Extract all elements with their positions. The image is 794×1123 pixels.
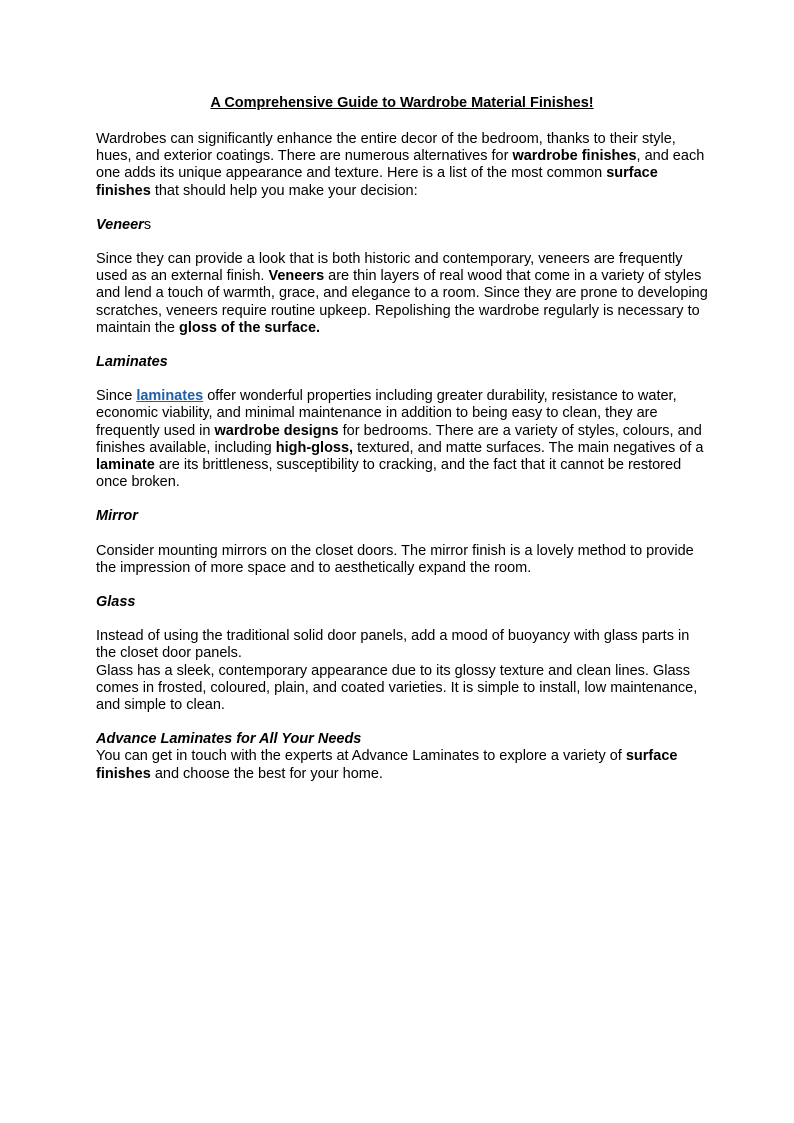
closing-text-1: You can get in touch with the experts at Advance Laminates to explore a variety of — [96, 748, 626, 765]
intro-text-2: , and each one adds its unique appearance and texture. Here is a list of the most common — [96, 148, 705, 182]
page-title: A Comprehensive Guide to Wardrobe Material Finishes! — [210, 95, 594, 111]
laminates-text-2: offer wonderful properties including greater durability, resistance to water, economic viability, and minimal maintenance in addition to being easy to clean, they are frequently used in — [96, 388, 677, 439]
glass-paragraph-2: Glass has a sleek, contemporary appearance due to its glossy texture and clean lines. Glass comes in frosted, coloured, plain, and coated varieties. It is simple to install, low maintenance, and simple to clean. — [96, 662, 698, 714]
laminates-link[interactable]: laminates — [136, 388, 204, 405]
mirror-paragraph: Consider mounting mirrors on the closet doors. The mirror finish is a lovely method to provide the impression of more space and to aesthetically expand the room. — [96, 542, 694, 576]
glass-paragraph-1: Instead of using the traditional solid door panels, add a mood of buoyancy with glass parts in the closet door panels. — [96, 628, 690, 662]
laminates-bold-high-gloss: high-gloss, — [275, 439, 354, 456]
glass-heading: Glass — [96, 594, 136, 611]
laminates-text-3: for bedrooms. There are a variety of styles, colours, and finishes available, including — [96, 422, 702, 456]
veneers-heading — [96, 217, 708, 234]
laminates-text-4: textured, and matte surfaces. The main negatives of a — [353, 439, 704, 456]
intro-bold-surface-finishes: surface finishes — [96, 165, 658, 199]
veneers-heading-suffix: s — [143, 216, 152, 233]
laminates-heading: Laminates — [96, 354, 168, 371]
veneers-text-1: Since they can provide a look that is both historic and contemporary, veneers are frequently used as an external finish. — [96, 251, 683, 285]
veneers-bold-gloss: gloss of the surface. — [179, 319, 321, 336]
intro-text-3: that should help you make your decision: — [150, 182, 418, 199]
closing-paragraph — [96, 748, 708, 782]
laminates-paragraph — [96, 388, 708, 491]
document-body — [96, 94, 708, 783]
closing-heading: Advance Laminates for All Your Needs — [96, 731, 362, 748]
closing-bold-surface-finishes: surface finishes — [96, 748, 678, 782]
intro-text-1: Wardrobes can significantly enhance the entire decor of the bedroom, thanks to their style, hues, and exterior coatings. There are numerous alternatives for — [96, 131, 676, 165]
intro-paragraph — [96, 131, 708, 200]
laminates-text-5: are its brittleness, susceptibility to cracking, and the fact that it cannot be restored once broken. — [96, 457, 682, 491]
veneers-text-2: are thin layers of real wood that come in a variety of styles and lend a touch of warmth, grace, and elegance to a room. Since they are prone to developing scratches, veneers require routine upkeep. Repolishing the wardrobe regularly is necessary to maintain the — [96, 268, 708, 336]
laminates-bold-wardrobe-designs: wardrobe designs — [214, 422, 339, 439]
intro-bold-wardrobe-finishes: wardrobe finishes — [512, 148, 637, 165]
mirror-heading: Mirror — [96, 508, 138, 525]
veneers-heading-italic: Veneer — [96, 216, 144, 233]
veneers-paragraph — [96, 251, 708, 337]
laminates-bold-laminate: laminate — [96, 457, 155, 474]
laminates-text-1: Since — [96, 388, 137, 405]
veneers-bold-veneers: Veneers — [268, 268, 325, 285]
closing-text-2: and choose the best for your home. — [150, 765, 383, 782]
